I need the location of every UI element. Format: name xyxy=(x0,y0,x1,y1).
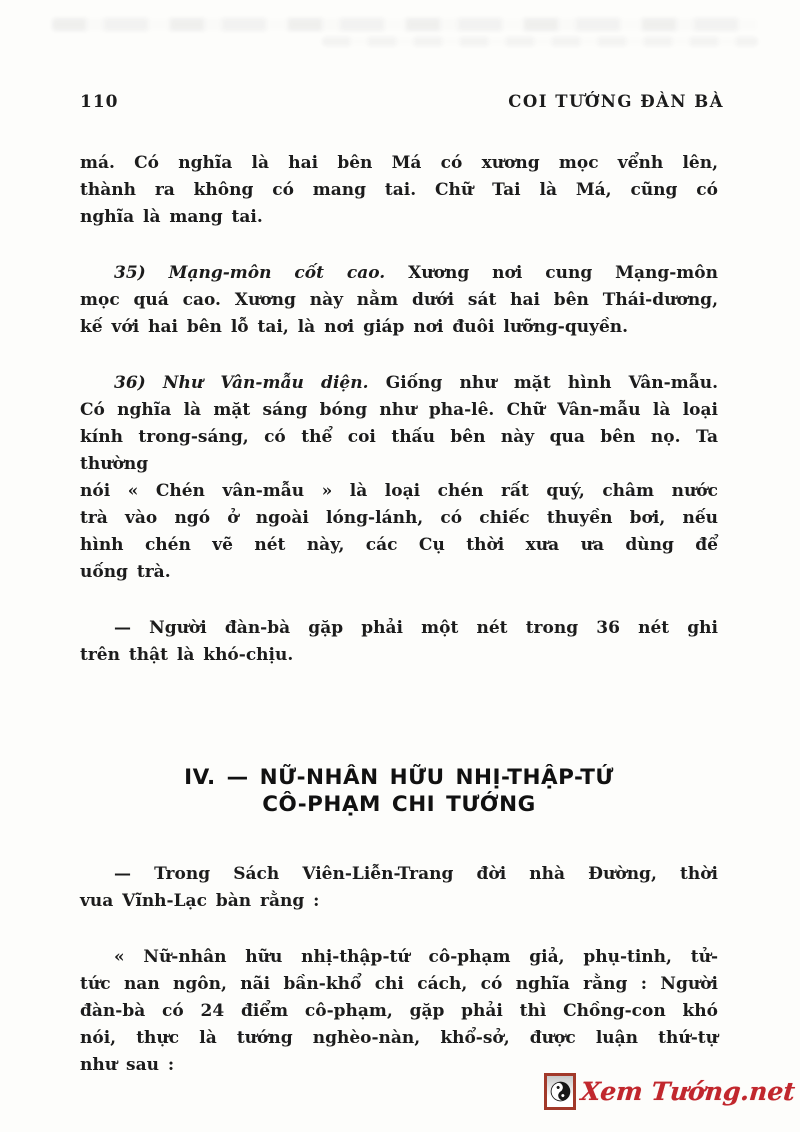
page-number: 110 xyxy=(80,92,119,112)
text-line: hình chén vẽ nét này, các Cụ thời xưa ưa dùng để xyxy=(80,535,718,555)
text-line: kính trong-sáng, có thể coi thấu bên này qua bên nọ. Ta thường xyxy=(80,427,718,474)
text-line: nghĩa là mang tai. xyxy=(80,207,263,227)
text-line: IV. — NỮ-NHÂN HỮU NHỊ-THẬP-TỨ xyxy=(184,765,614,790)
text-line: kế với hai bên lỗ tai, là nơi giáp nơi đuôi lưỡng-quyền. xyxy=(80,317,629,337)
watermark-logo[interactable] xyxy=(544,1073,797,1110)
italic-text-segment: 35) Mạng-môn cốt cao. xyxy=(114,263,386,283)
text-line: má. Có nghĩa là hai bên Má có xương mọc vểnh lên, xyxy=(80,153,718,173)
running-title: COI TƯỚNG ĐÀN BÀ xyxy=(508,92,724,111)
text-line: uống trà. xyxy=(80,562,171,582)
text-line: vua Vĩnh-Lạc bàn rằng : xyxy=(80,891,320,911)
paragraph xyxy=(80,370,718,586)
watermark-text: Xem Tướng.net xyxy=(579,1077,797,1106)
text-segment: Xương nơi cung Mạng-môn xyxy=(385,263,718,283)
text-line: — Trong Sách Viên-Liễn-Trang đời nhà Đường, thời xyxy=(114,864,718,884)
text-line: trà vào ngó ở ngoài lóng-lánh, có chiếc thuyền bơi, nếu xyxy=(80,508,718,528)
paragraph xyxy=(80,260,718,341)
text-line: tức nan ngôn, nãi bần-khổ chi cách, có nghĩa rằng : Người xyxy=(80,974,718,994)
text-line xyxy=(80,370,718,397)
page-body xyxy=(80,150,718,1079)
page-bleed-artifact xyxy=(52,14,758,54)
text-line xyxy=(80,260,718,287)
text-line: CÔ-PHẠM CHI TƯỚNG xyxy=(262,792,536,817)
text-line: như sau : xyxy=(80,1055,175,1075)
paragraph xyxy=(80,861,718,915)
bleed-strip xyxy=(52,18,758,31)
text-line: — Người đàn-bà gặp phải một nét trong 36 nét ghi xyxy=(114,618,718,638)
text-line: nói, thực là tướng nghèo-nàn, khổ-sở, được luận thứ-tự xyxy=(80,1028,718,1048)
text-line: Có nghĩa là mặt sáng bóng như pha-lê. Chữ Vân-mẫu là loại xyxy=(80,400,718,420)
text-line: trên thật là khó-chịu. xyxy=(80,645,294,665)
text-line: « Nữ-nhân hữu nhị-thập-tứ cô-phạm giả, phụ-tinh, tử- xyxy=(114,947,718,967)
text-line: nói « Chén vân-mẫu » là loại chén rất quý, châm nước xyxy=(80,481,718,501)
page-header xyxy=(80,92,724,112)
text-line: thành ra không có mang tai. Chữ Tai là Má, cũng có xyxy=(80,180,718,200)
section-heading xyxy=(106,764,692,818)
paragraph xyxy=(80,615,718,669)
paragraph xyxy=(80,944,718,1079)
text-line: đàn-bà có 24 điểm cô-phạm, gặp phải thì Chồng-con khó xyxy=(80,1001,718,1021)
bleed-strip xyxy=(322,37,758,46)
italic-text-segment: 36) Như Vân-mẫu diện. xyxy=(114,373,369,393)
text-segment: Giống như mặt hình Vân-mẫu. xyxy=(368,373,719,393)
text-line: mọc quá cao. Xương này nằm dưới sát hai bên Thái-dương, xyxy=(80,290,718,310)
yin-yang-icon xyxy=(544,1073,576,1110)
paragraph xyxy=(80,150,718,231)
